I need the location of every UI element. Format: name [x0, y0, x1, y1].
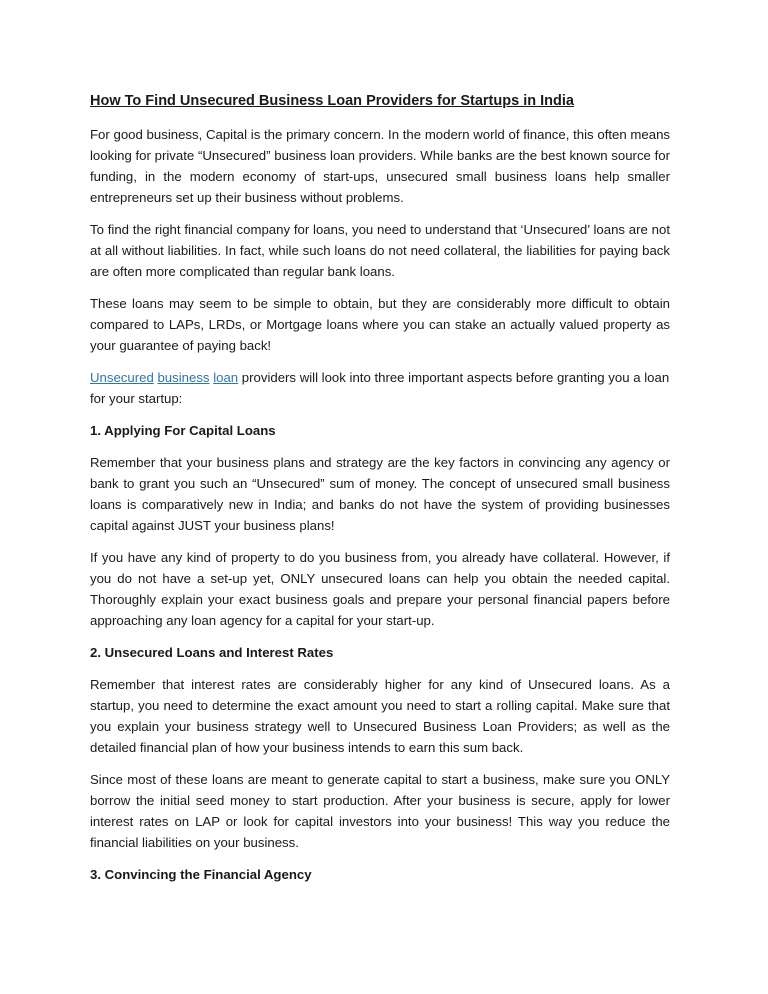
- document-page: [90, 92, 670, 896]
- paragraph-seed-money: Since most of these loans are meant to generate capital to start a business, make sure you ONLY borrow the initial seed money to start production. After your business is secure, apply for lower interest rates on LAP or look for capital investors into your business! This way you reduce the financial liabilities on your business.: [90, 772, 670, 850]
- link-loan[interactable]: loan: [213, 370, 239, 385]
- paragraph-intro: For good business, Capital is the primary concern. In the modern world of finance, this often means looking for private “Unsecured” business loan providers. While banks are the best known source for funding, in the modern economy of start-ups, unsecured small business loans help smaller entrepreneurs set up their business without problems.: [90, 127, 670, 205]
- paragraph-aspects: [90, 367, 670, 409]
- link-unsecured[interactable]: Unsecured: [90, 370, 154, 385]
- paragraph-aspects-text: providers will look into three important aspects before granting you a loan for your startup:: [90, 370, 670, 406]
- section-heading-interest: 2. Unsecured Loans and Interest Rates: [90, 645, 334, 660]
- paragraph-property: If you have any kind of property to do you business from, you already have collateral. However, if you do not have a set-up yet, ONLY unsecured loans can help you obtain the needed capital. Thoroughly explain your exact business goals and prepare your personal financial papers before approaching any loan agency for a capital for your start-up.: [90, 550, 670, 628]
- paragraph-obtain: These loans may seem to be simple to obtain, but they are considerably more difficult to obtain compared to LAPs, LRDs, or Mortgage loans where you can stake an actually valued property as your guarantee of paying back!: [90, 296, 670, 353]
- paragraph-interest-rates: Remember that interest rates are considerably higher for any kind of Unsecured loans. As a startup, you need to determine the exact amount you need to start a rolling capital. Make sure that you explain your business strategy well to Unsecured Business Loan Providers; as well as the detailed financial plan of how your business intends to earn this sum back.: [90, 677, 670, 755]
- section-heading-applying: 1. Applying For Capital Loans: [90, 423, 276, 438]
- document-title: How To Find Unsecured Business Loan Providers for Startups in India: [90, 93, 574, 109]
- section-heading-convincing: 3. Convincing the Financial Agency: [90, 867, 312, 882]
- paragraph-liabilities: To find the right financial company for loans, you need to understand that ‘Unsecured’ loans are not at all without liabilities. In fact, while such loans do not need collateral, the liabilities for paying back are often more complicated than regular bank loans.: [90, 222, 670, 279]
- link-business[interactable]: business: [157, 370, 210, 385]
- paragraph-plans: Remember that your business plans and strategy are the key factors in convincing any agency or bank to grant you such an “Unsecured” sum of money. The concept of unsecured small business loans is comparatively new in India; and banks do not have the system of providing businesses capital against JUST your business plans!: [90, 455, 670, 533]
